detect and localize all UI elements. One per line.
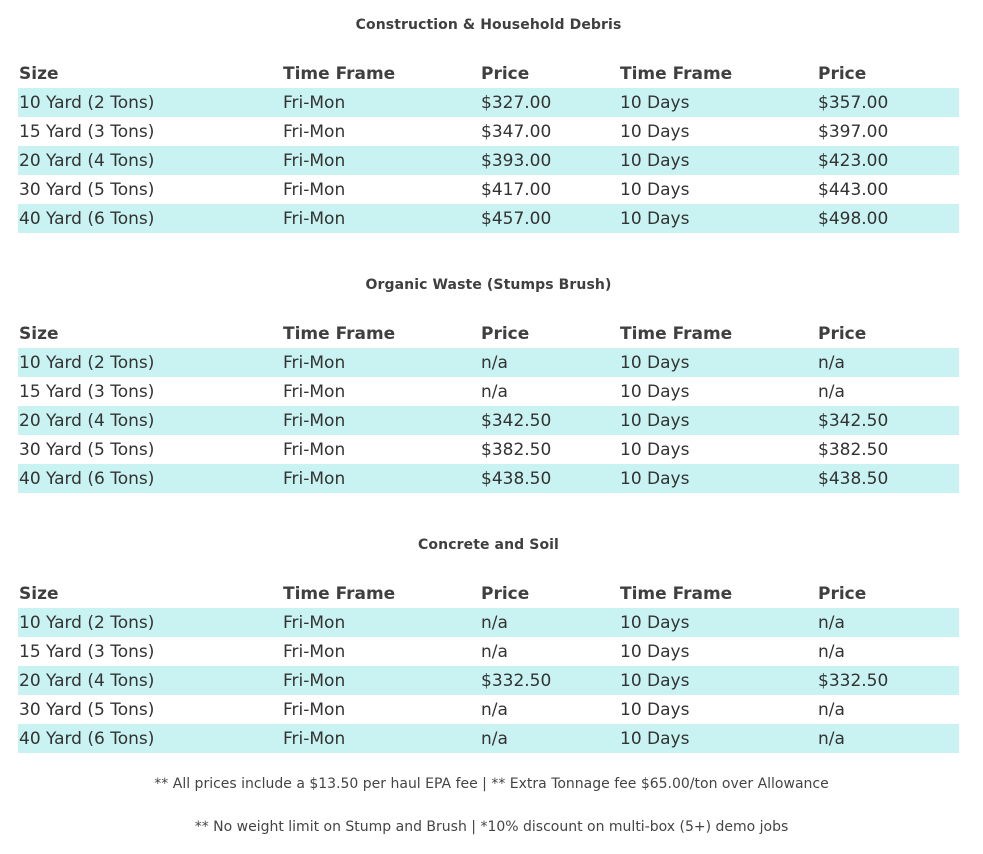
cell-time-frame: 10 Days (620, 381, 690, 402)
cell-price: $357.00 (817, 88, 959, 117)
cell-time-frame: Fri-Mon (282, 608, 480, 637)
cell-size: 30 Yard (5 Tons) (19, 179, 155, 200)
section-concrete-soil (18, 535, 959, 753)
cell-time-frame: 10 Days (620, 641, 690, 662)
table-row (18, 608, 959, 637)
cell-price: $382.50 (481, 439, 552, 460)
cell-size: 20 Yard (4 Tons) (18, 146, 282, 175)
table-row (18, 175, 959, 204)
cell-time-frame: Fri-Mon (282, 666, 480, 695)
cell-price: $342.50 (480, 406, 619, 435)
cell-price: $438.50 (480, 464, 619, 493)
cell-price: n/a (480, 724, 619, 753)
cell-size: 15 Yard (3 Tons) (19, 641, 155, 662)
cell-size: 10 Yard (2 Tons) (18, 88, 282, 117)
cell-price: $327.00 (480, 88, 619, 117)
cell-size: 40 Yard (6 Tons) (18, 724, 282, 753)
table-row (18, 637, 959, 666)
header-time-frame: Time Frame (283, 583, 396, 604)
cell-price: n/a (818, 699, 845, 720)
cell-price: n/a (817, 724, 959, 753)
cell-price: $438.50 (817, 464, 959, 493)
cell-size: 20 Yard (4 Tons) (18, 406, 282, 435)
header-time-frame: Time Frame (620, 323, 733, 344)
cell-time-frame: 10 Days (620, 121, 690, 142)
header-price: Price (818, 63, 867, 84)
cell-size: 10 Yard (2 Tons) (18, 608, 282, 637)
price-table (18, 319, 959, 493)
table-row (18, 666, 959, 695)
cell-price: $342.50 (817, 406, 959, 435)
footnote-fees: ** All prices include a $13.50 per haul EPA fee | ** Extra Tonnage fee $65.00/ton over Allowance (154, 776, 829, 792)
header-price: Price (481, 323, 530, 344)
footnote-discount: ** No weight limit on Stump and Brush | *10% discount on multi-box (5+) demo jobs (194, 819, 789, 835)
cell-time-frame: 10 Days (619, 146, 817, 175)
table-row (18, 377, 959, 406)
cell-size: 10 Yard (2 Tons) (18, 348, 282, 377)
cell-time-frame: 10 Days (619, 666, 817, 695)
section-title: Concrete and Soil (418, 537, 559, 553)
cell-price: $382.50 (818, 439, 889, 460)
cell-size: 15 Yard (3 Tons) (19, 121, 155, 142)
cell-time-frame: Fri-Mon (282, 146, 480, 175)
section-title: Organic Waste (Stumps Brush) (365, 277, 612, 293)
header-price: Price (818, 583, 867, 604)
cell-time-frame: 10 Days (619, 406, 817, 435)
cell-time-frame: Fri-Mon (283, 121, 346, 142)
cell-time-frame: 10 Days (619, 204, 817, 233)
table-header-row (18, 319, 959, 348)
table-row (18, 435, 959, 464)
cell-time-frame: Fri-Mon (282, 348, 480, 377)
table-row (18, 204, 959, 233)
price-table (18, 59, 959, 233)
cell-price: $332.50 (817, 666, 959, 695)
cell-size: 30 Yard (5 Tons) (19, 439, 155, 460)
cell-price: n/a (481, 699, 508, 720)
cell-price: $397.00 (818, 121, 889, 142)
cell-time-frame: Fri-Mon (283, 699, 346, 720)
cell-time-frame: Fri-Mon (283, 641, 346, 662)
cell-time-frame: Fri-Mon (283, 439, 346, 460)
table-row (18, 348, 959, 377)
cell-price: n/a (818, 641, 845, 662)
cell-size: 40 Yard (6 Tons) (18, 464, 282, 493)
cell-price: n/a (481, 381, 508, 402)
header-size: Size (19, 583, 59, 604)
cell-time-frame: 10 Days (619, 348, 817, 377)
section-construction-debris (18, 15, 959, 233)
table-header-row (18, 59, 959, 88)
cell-time-frame: 10 Days (619, 724, 817, 753)
cell-price: n/a (818, 381, 845, 402)
header-time-frame: Time Frame (620, 583, 733, 604)
header-size: Size (19, 63, 59, 84)
table-row (18, 695, 959, 724)
cell-time-frame: Fri-Mon (283, 381, 346, 402)
cell-time-frame: 10 Days (620, 439, 690, 460)
cell-time-frame: Fri-Mon (283, 179, 346, 200)
table-row (18, 724, 959, 753)
header-time-frame: Time Frame (620, 63, 733, 84)
cell-time-frame: Fri-Mon (282, 204, 480, 233)
table-row (18, 117, 959, 146)
cell-size: 20 Yard (4 Tons) (18, 666, 282, 695)
cell-price: $332.50 (480, 666, 619, 695)
table-row (18, 146, 959, 175)
cell-time-frame: 10 Days (620, 179, 690, 200)
table-row (18, 464, 959, 493)
section-title: Construction & Household Debris (355, 17, 622, 33)
cell-time-frame: Fri-Mon (282, 464, 480, 493)
cell-price: $498.00 (817, 204, 959, 233)
header-price: Price (481, 583, 530, 604)
table-row (18, 406, 959, 435)
cell-price: $393.00 (480, 146, 619, 175)
header-time-frame: Time Frame (283, 323, 396, 344)
cell-size: 15 Yard (3 Tons) (19, 381, 155, 402)
section-organic-waste (18, 275, 959, 493)
header-price: Price (818, 323, 867, 344)
cell-price: $443.00 (818, 179, 889, 200)
cell-price: n/a (817, 348, 959, 377)
cell-price: $423.00 (817, 146, 959, 175)
cell-price: $347.00 (481, 121, 552, 142)
cell-size: 30 Yard (5 Tons) (19, 699, 155, 720)
cell-price: n/a (480, 348, 619, 377)
cell-time-frame: 10 Days (619, 608, 817, 637)
header-time-frame: Time Frame (283, 63, 396, 84)
price-table (18, 579, 959, 753)
header-size: Size (19, 323, 59, 344)
cell-price: $417.00 (481, 179, 552, 200)
cell-price: n/a (817, 608, 959, 637)
cell-time-frame: 10 Days (619, 464, 817, 493)
header-price: Price (481, 63, 530, 84)
cell-time-frame: 10 Days (620, 699, 690, 720)
cell-time-frame: 10 Days (619, 88, 817, 117)
cell-price: n/a (480, 608, 619, 637)
table-header-row (18, 579, 959, 608)
cell-size: 40 Yard (6 Tons) (18, 204, 282, 233)
cell-time-frame: Fri-Mon (282, 724, 480, 753)
table-row (18, 88, 959, 117)
cell-time-frame: Fri-Mon (282, 88, 480, 117)
cell-price: n/a (481, 641, 508, 662)
cell-time-frame: Fri-Mon (282, 406, 480, 435)
cell-price: $457.00 (480, 204, 619, 233)
